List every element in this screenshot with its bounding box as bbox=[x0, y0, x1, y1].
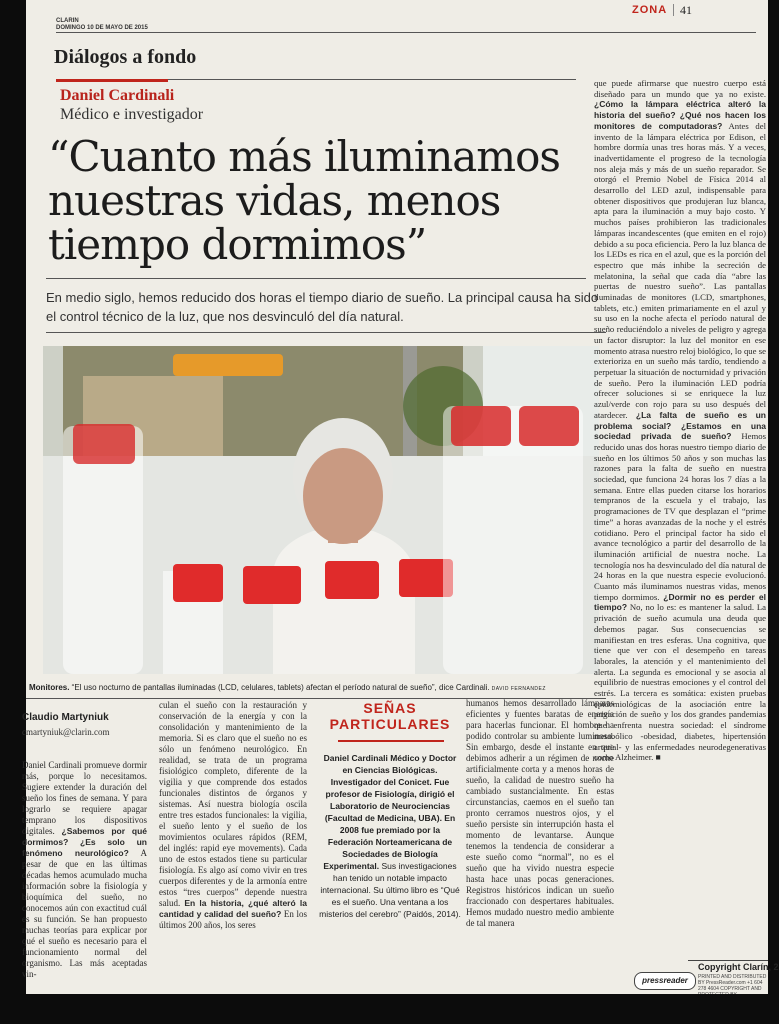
article-column-1 bbox=[22, 760, 147, 980]
interview-question: ¿Dormir no es perder el tiempo? bbox=[594, 591, 766, 613]
interview-answer: En los últimos 200 años, los seres bbox=[159, 909, 307, 930]
interview-answer: culan el sueño con la restauración y conservación de la energía y con la consolidación y mantenimiento de la memoria. Si es claro que el sueño no es sólo un fenómeno neurológico. En realidad, se trata de un programa fisiológico completo, diferente de la vigilia y que comprende dos estados funcionales distintos de órganos y sistemas. Así nuestra biología oscila entre tres estados funcionales: la vigilia, el sueño lento y el sueño de los movimientos oculares rápidos (REM, del inglés: rapid eye movements). Cada uno de estos estados tiene su particular fisiología. Es algo así como vivir en tres cuerpos diferentes y de la armonía entre estos “tres cuerpos” depende nuestra salud. bbox=[159, 700, 307, 908]
interview-answer: humanos hemos desarrollado lámparas eficientes y fuentes baratas de energía para hacerlas funcionar. El hombre ha podido controlar su ambiente luminoso. Sin embargo, desde el instante en que debimos adherir a un régimen de noche artificialmente corta y a menos horas de sueño, la calidad de nuestro sueño ha cambiado sustancialmente. En estas circunstancias, caemos en el sueño tan pronto cerramos nuestros ojos, y el sueño persiste sin interrupción hasta el momento de levantarse. Aunque tenemos la tendencia de considerar a este sueño como “normal”, no es el sueño que ha vivido nuestra especie hasta hace unas pocas generaciones. Registros históricos indican un sueño fraccionado con despertares habituales. Hemos mudado nuestro medio ambiente de tal manera bbox=[466, 698, 614, 928]
byline-author: Claudio Martyniuk bbox=[22, 712, 109, 723]
masthead-small bbox=[56, 18, 148, 32]
headline-rule bbox=[46, 278, 586, 279]
section-tag: ZONA bbox=[632, 4, 668, 16]
page-number: 41 bbox=[680, 3, 692, 17]
photo-credit: DAVID FERNANDEZ bbox=[489, 686, 546, 692]
device-bezel bbox=[0, 994, 768, 1024]
issue-date: DOMINGO 10 DE MAYO DE 2015 bbox=[56, 25, 148, 31]
newspaper-page bbox=[22, 0, 779, 994]
interview-question: ¿La falta de sueño es un problema social? ¿Estamos en una sociedad privada de sueño? bbox=[594, 409, 766, 442]
interview-answer: Daniel Cardinali promueve dormir más, porque lo necesitamos. Sugiere extender la duración del sueño los fines de semana. Y para lograrlo se requiere apagar temprano los dispositivos digitales. bbox=[22, 760, 147, 836]
headline-line: “Cuanto más iluminamos bbox=[48, 132, 560, 181]
copyright-notice: Copyright Clarín, 2 bbox=[698, 962, 779, 972]
distribution-notice: PRINTED AND DISTRIBUTED BY PressReader.com +1 604 278 4604 COPYRIGHT AND bbox=[698, 974, 767, 992]
interview-answer: Antes del invento de la lámpara eléctrica por Edison, el hombre dormía unas tres horas más. Y a veces, inadvertidamente el progreso de la tecnología nos aleja más y más de un sueño reparador. Se otorgó el Premio Nobel de Física 2014 al desarrollo del LED azul, indispensable para obtener dispositivos que produjeran luz blanca, apta para la iluminación a muy bajo costo. Y muchos países prohibieron las tradicionales lámparas incandescentes (que emiten en el rojo) debido a su poca eficiencia. Pero la luz blanca de los LEDs es rica en el azul, que es la porción del espectro que más inhibe la secreción de melatonina, la señal que cada día “abre las puertas de nuestro sueño”. Las pantallas iluminadas de monitores (LCD, smartphones, tablets, etc.) emiten primariamente en el azul y su uso en la noche afecta el período natural de sueño reduciéndolo a niveles de peligro y agrega un factor disruptor: la luz del monitor en ese momento atrasa nuestro reloj biológico, lo que se exterioriza en un sueño más tardío, tendiendo a perpetuar la situación de nocturnidad y privación de sueño. Pero la iluminación LED podría ofrecer soluciones si se enriquece la luz azul/verde con rojo para su uso después del atardecer. bbox=[594, 120, 766, 420]
profile-box-bold: Daniel Cardinali Médico y Doctor en Ciencias Biológicas. Investigador del Conicet. Fue profesor de Fisiología, dirigió el Laboratorio de Neurociencias (Facultad de Medicina, UBA). En 2008 fue premiado por la Federación Norteamericana de Sociedades de Biología Experimental. bbox=[323, 753, 457, 871]
profile-box-plain: Sus investigaciones han tenido un notable impacto internacional. Su último libro es “Qué es el sueño. Una ventana a los misterios del cerebro” (Paidós, 2014). bbox=[319, 861, 461, 919]
interview-question: En la historia, ¿qué alteró la cantidad y calidad del sueño? bbox=[159, 898, 307, 919]
profile-box-title: SEÑAS PARTICULARES bbox=[329, 700, 451, 732]
photo-caption bbox=[29, 683, 607, 692]
interviewee-role: Médico e investigador bbox=[60, 106, 204, 123]
interview-question: ¿Sabemos por qué dormimos? ¿Es solo un fenómeno neurológico? bbox=[22, 826, 148, 858]
headline-line: tiempo dormimos” bbox=[48, 220, 427, 269]
interview-photo bbox=[43, 346, 599, 674]
caption-text: “El uso nocturno de pantallas iluminadas (LCD, celulares, tablets) afectan el período natural de sueño”, dice Cardinali. bbox=[69, 683, 490, 692]
pressreader-logo[interactable]: pressreader bbox=[634, 972, 696, 990]
deck-summary: En medio siglo, hemos reducido dos horas el tiempo diario de sueño. La principal causa ha sido el control técnico de la luz, que nos desvinculó del día natural. bbox=[46, 290, 599, 324]
article-column-right bbox=[594, 78, 766, 978]
byline-email: cmartyniuk@clarin.com bbox=[22, 727, 110, 737]
profile-box-rule bbox=[338, 740, 444, 742]
interview-answer: Hemos reducido unas dos horas nuestro tiempo diario de sueño en los últimos 50 años y son muchas las razones para la falta de sueño en nuestra sociedad, que funciona 24 horas los 7 días a la semana. Entre ellas pueden citarse los horarios tempranos de la escuela y el trabajo, las programaciones de TV que desplazan el “prime time” a horas avanzadas de la noche y el estrés cotidiano. Pero el principal factor ha sido el avance tecnológico a partir del desarrollo de la iluminación artificial de nuestra noche. La tecnología nos ha desvinculado del día natural de 24 horas en la que nuestra especie evolucionó. Cuanto más iluminamos nuestras vidas, menos tiempo dormimos. bbox=[594, 431, 766, 602]
interview-answer: que puede afirmarse que nuestro cuerpo está diseñado para un mundo que ya no existe. bbox=[594, 78, 766, 99]
section-accent-bar bbox=[56, 79, 168, 82]
header-rule bbox=[56, 32, 756, 33]
headline bbox=[48, 132, 608, 269]
footer-rule bbox=[688, 960, 768, 961]
interview-answer: No, no lo es: es mantener la salud. La privación de sueño acumula una deuda que debemos pagar. Sus consecuencias se manifiestan en tres esferas. Una cognitiva, que tiene que ver con el desempeño en tareas laborales, la atención y el mantenimiento del alerta. La segunda es emocional y se asocia al equilibrio de nuestras emociones y el control del estrés. La tercera es somática: existen pruebas epidemiológicas de la asociación entre la privación de sueño y los dos grandes pandemias que enfrenta nuestra sociedad: el síndrome metabólico -obesidad, diabetes, hipertensión arterial- y las enfermedades neurodegenerativas como Alzheimer. ■ bbox=[594, 602, 766, 763]
interview-answer: A pesar de que en las últimas décadas hemos acumulado mucha información sobre la fisiología y bioquímica del sueño, no conocemos aún con exactitud cuál es su función. Se han propuesto muchas teorías para explicar por qué el sueño es necesario para el funcionamiento normal del organismo. Las más aceptadas vin- bbox=[22, 848, 147, 979]
photo-illustration bbox=[43, 346, 599, 674]
paper-name: CLARIN bbox=[56, 18, 79, 24]
article-column-3 bbox=[466, 698, 614, 980]
article-paragraph bbox=[466, 698, 614, 929]
article-column-2 bbox=[159, 700, 307, 980]
deck-rule bbox=[46, 332, 606, 333]
article-paragraph bbox=[22, 760, 147, 980]
caption-lead: Monitores. bbox=[29, 683, 70, 692]
section-title: Diálogos a fondo bbox=[54, 46, 197, 68]
article-paragraph bbox=[159, 700, 307, 931]
profile-box-text bbox=[318, 752, 462, 920]
interviewee-name: Daniel Cardinali bbox=[60, 87, 175, 104]
interview-question: ¿Cómo la lámpara eléctrica alteró la historia del sueño? ¿Qué nos hacen los monitores de computadoras? bbox=[594, 99, 766, 131]
article-paragraph bbox=[594, 78, 766, 763]
headline-line: nuestras vidas, menos bbox=[48, 176, 501, 225]
